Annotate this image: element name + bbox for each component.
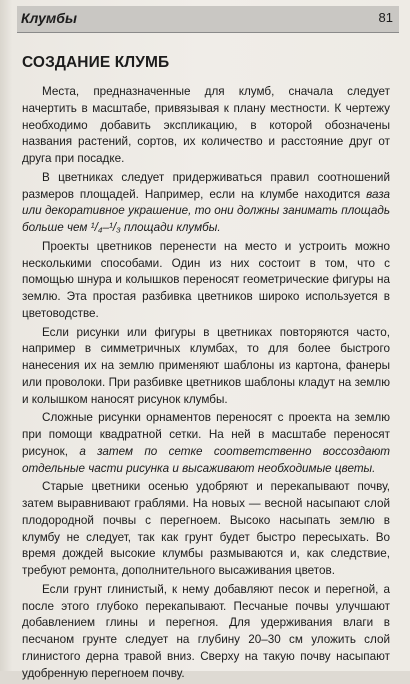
paragraph-4: Если рисунки или фигуры в цветниках повторяются часто, например в симметричных клумбах, то для более быстрого нанесения их на землю применяют шаблоны из картона, фанеры или проволоки. При разбивке цветников шаблоны кладут на землю и колышком наносят рисунок клумбы. <box>22 325 390 406</box>
paragraph-3: Проекты цветников перенести на место и устроить можно несколькими способами. Один из них состоит в том, что с помощью шнура и колышков переносят геометрические фигуры на землю. Эта простая разбивка цветников широко используется в цветоводстве. <box>22 239 390 320</box>
section-title: Клумбы <box>21 10 77 26</box>
paragraph-5 <box>22 410 390 477</box>
chapter-title: СОЗДАНИЕ КЛУМБ <box>22 54 170 71</box>
running-header <box>17 6 399 33</box>
paragraph-5-text: Сложные рисунки орнаментов переносят с проекта на землю при помощи квадратной сетки. На ней в масштабе переносят рисунок, <box>22 411 390 458</box>
paragraph-5-italic: а затем по сетке соответственно воссоздают отдельные части рисунка и высаживают необходимые цветы. <box>22 444 390 475</box>
paragraph-7: Если грунт глинистый, к нему добавляют песок и перегной, а после этого глубоко перекапывают. Песчаные почвы улучшают добавлением глины и перегноя. Для удерживания влаги в песчаном грунте следует на глубину 20–30 см уложить слой глинистого дерна травой вниз. Сверху на такую почву насыпают удобренную перегноем почву. <box>22 582 390 680</box>
paragraph-2-italic: ваза или декоративное украшение, то они должны занимать площадь больше чем ¹/₄–¹/₃ площади клумбы. <box>22 187 390 234</box>
paragraph-2 <box>22 170 390 237</box>
page-number: 81 <box>378 10 393 25</box>
paragraph-1: Места, предназначенные для клумб, сначала следует начертить в масштабе, привязывая к плану местности. К чертежу необходимо добавить экспликацию, в которой обозначены названия растений, сортов, их количество и расстояние друг от друга при посадке. <box>22 85 390 165</box>
body-text <box>22 84 390 684</box>
paragraph-2-text: В цветниках следует придерживаться правил соотношений размеров площадей. Например, если на клумбе находится <box>22 170 390 201</box>
paragraph-6: Старые цветники осенью удобряют и перекапывают почву, затем выравнивают граблями. На новых — весной насыпают слой плодородной почвы с перегноем. Высоко насыпать землю в клумбу не следует, так как грунт будет быстро пересыхать. Во время дождей высокие клумбы размываются и, как следствие, требуют ремонта, дополнительного высаживания цветов. <box>22 480 390 577</box>
